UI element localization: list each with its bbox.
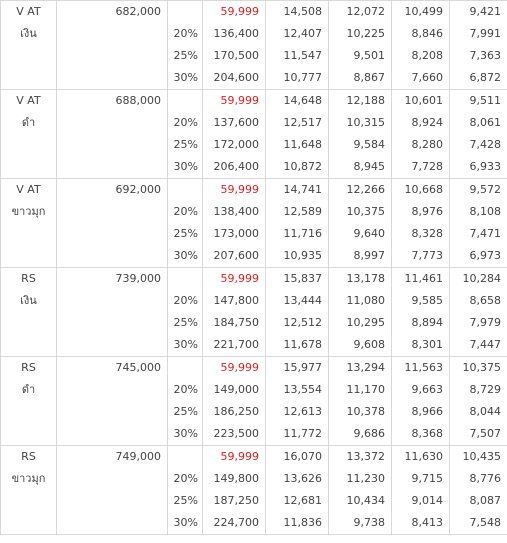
installment-value: 12,681 — [283, 494, 322, 507]
installment-value: 9,686 — [353, 427, 385, 440]
installment-value: 8,413 — [411, 516, 443, 529]
down-payment: 207,600 — [213, 249, 259, 262]
down-percent-cell — [168, 179, 203, 268]
installment-col-1 — [266, 357, 329, 446]
installment-col-2 — [329, 1, 392, 90]
model-name: V AT — [16, 183, 41, 196]
installment-col-1 — [266, 90, 329, 179]
installment-value: 8,729 — [469, 383, 501, 396]
model-cell — [1, 1, 57, 90]
down-payment: 136,400 — [213, 27, 259, 40]
down-percent: 20% — [173, 205, 198, 218]
installment-col-2 — [329, 446, 392, 535]
installment-value: 8,894 — [411, 316, 443, 329]
installment-col-3 — [392, 1, 450, 90]
car-price: 749,000 — [115, 450, 161, 463]
installment-col-4 — [450, 179, 507, 268]
down-percent-cell — [168, 268, 203, 357]
down-payment: 147,800 — [213, 294, 259, 307]
down-payment: 173,000 — [213, 227, 259, 240]
down-percent: 25% — [173, 227, 198, 240]
installment-value: 7,728 — [411, 160, 443, 173]
installment-col-1 — [266, 268, 329, 357]
installment-col-3 — [392, 357, 450, 446]
down-payment: 206,400 — [213, 160, 259, 173]
installment-value: 12,613 — [283, 405, 322, 418]
down-percent — [168, 446, 202, 468]
car-price: 745,000 — [115, 361, 161, 374]
installment-value: 10,434 — [346, 494, 385, 507]
model-color: เงิน — [20, 294, 37, 307]
installment-value: 9,421 — [469, 5, 501, 18]
model-color: ดำ — [21, 116, 36, 129]
installment-col-3 — [392, 268, 450, 357]
installment-value: 7,660 — [411, 71, 443, 84]
installment-col-4 — [450, 1, 507, 90]
installment-value: 11,648 — [283, 138, 322, 151]
down-percent — [168, 268, 202, 290]
installment-value: 6,973 — [469, 249, 501, 262]
installment-value: 9,738 — [353, 516, 385, 529]
installment-value: 8,061 — [469, 116, 501, 129]
model-cell — [1, 268, 57, 357]
down-payment-cell — [203, 179, 266, 268]
installment-value: 8,976 — [411, 205, 443, 218]
model-color: เงิน — [20, 27, 37, 40]
down-percent: 30% — [173, 338, 198, 351]
price-cell — [57, 179, 168, 268]
installment-value: 14,648 — [283, 94, 322, 107]
installment-table-body — [1, 1, 507, 535]
model-cell — [1, 90, 57, 179]
table-row — [1, 446, 507, 535]
installment-value: 8,328 — [411, 227, 443, 240]
installment-value: 10,284 — [462, 272, 501, 285]
installment-value: 11,547 — [283, 49, 322, 62]
installment-value: 8,776 — [469, 472, 501, 485]
installment-value: 8,945 — [353, 160, 385, 173]
installment-value: 8,846 — [411, 27, 443, 40]
installment-value: 10,872 — [283, 160, 322, 173]
price-cell — [57, 357, 168, 446]
down-percent: 25% — [173, 138, 198, 151]
installment-value: 10,601 — [404, 94, 443, 107]
down-payment: 184,750 — [213, 316, 259, 329]
down-percent: 30% — [173, 427, 198, 440]
down-percent-cell — [168, 446, 203, 535]
table-row — [1, 90, 507, 179]
installment-value: 14,741 — [283, 183, 322, 196]
installment-col-4 — [450, 268, 507, 357]
installment-col-1 — [266, 446, 329, 535]
installment-value: 16,070 — [283, 450, 322, 463]
installment-value: 10,435 — [462, 450, 501, 463]
installment-value: 8,867 — [353, 71, 385, 84]
installment-value: 11,678 — [283, 338, 322, 351]
down-percent: 30% — [173, 249, 198, 262]
model-cell — [1, 179, 57, 268]
installment-value: 12,407 — [283, 27, 322, 40]
installment-value: 8,108 — [469, 205, 501, 218]
down-payment-cell — [203, 357, 266, 446]
installment-value: 11,716 — [283, 227, 322, 240]
model-color: ขาวมุก — [11, 472, 46, 485]
car-price: 688,000 — [115, 94, 161, 107]
table-row — [1, 357, 507, 446]
down-payment: 137,600 — [213, 116, 259, 129]
installment-value: 10,375 — [346, 205, 385, 218]
table-row — [1, 1, 507, 90]
installment-value: 6,933 — [469, 160, 501, 173]
down-payment: 59,999 — [220, 272, 259, 285]
price-cell — [57, 90, 168, 179]
table-row — [1, 179, 507, 268]
down-percent: 20% — [173, 383, 198, 396]
down-payment: 170,500 — [213, 49, 259, 62]
installment-value: 12,512 — [283, 316, 322, 329]
installment-col-2 — [329, 179, 392, 268]
down-payment-cell — [203, 268, 266, 357]
installment-value: 11,630 — [404, 450, 443, 463]
down-payment: 221,700 — [213, 338, 259, 351]
installment-value: 11,080 — [346, 294, 385, 307]
installment-value: 9,511 — [469, 94, 501, 107]
down-percent: 25% — [173, 494, 198, 507]
installment-value: 13,294 — [346, 361, 385, 374]
installment-col-4 — [450, 446, 507, 535]
down-payment: 59,999 — [220, 5, 259, 18]
installment-value: 8,924 — [411, 116, 443, 129]
down-payment: 149,800 — [213, 472, 259, 485]
down-percent-cell — [168, 357, 203, 446]
down-percent: 20% — [173, 294, 198, 307]
installment-value: 13,178 — [346, 272, 385, 285]
installment-value: 7,428 — [469, 138, 501, 151]
installment-value: 11,772 — [283, 427, 322, 440]
installment-value: 9,585 — [411, 294, 443, 307]
model-color: ขาวมุก — [11, 205, 46, 218]
down-payment: 59,999 — [220, 361, 259, 374]
installment-col-2 — [329, 90, 392, 179]
installment-col-4 — [450, 90, 507, 179]
installment-value: 10,668 — [404, 183, 443, 196]
installment-value: 10,375 — [462, 361, 501, 374]
installment-value: 7,363 — [469, 49, 501, 62]
down-payment: 172,000 — [213, 138, 259, 151]
installment-value: 7,447 — [469, 338, 501, 351]
installment-value: 12,266 — [346, 183, 385, 196]
installment-value: 15,977 — [283, 361, 322, 374]
installment-value: 10,777 — [283, 71, 322, 84]
installment-col-3 — [392, 90, 450, 179]
model-cell — [1, 357, 57, 446]
installment-value: 7,471 — [469, 227, 501, 240]
down-percent: 20% — [173, 472, 198, 485]
installment-col-1 — [266, 179, 329, 268]
down-percent: 30% — [173, 516, 198, 529]
installment-value: 11,563 — [404, 361, 443, 374]
installment-value: 8,997 — [353, 249, 385, 262]
installment-value: 13,626 — [283, 472, 322, 485]
installment-value: 10,499 — [404, 5, 443, 18]
installment-value: 10,225 — [346, 27, 385, 40]
installment-value: 10,295 — [346, 316, 385, 329]
down-percent: 20% — [173, 27, 198, 40]
installment-col-3 — [392, 446, 450, 535]
installment-value: 7,979 — [469, 316, 501, 329]
down-percent: 25% — [173, 49, 198, 62]
installment-value: 12,589 — [283, 205, 322, 218]
installment-value: 7,507 — [469, 427, 501, 440]
installment-value: 8,044 — [469, 405, 501, 418]
down-payment: 204,600 — [213, 71, 259, 84]
down-percent-cell — [168, 1, 203, 90]
installment-value: 11,170 — [346, 383, 385, 396]
installment-value: 7,773 — [411, 249, 443, 262]
down-payment: 224,700 — [213, 516, 259, 529]
installment-value: 10,315 — [346, 116, 385, 129]
installment-value: 11,461 — [404, 272, 443, 285]
model-name: RS — [21, 272, 36, 285]
down-percent — [168, 357, 202, 379]
installment-value: 10,935 — [283, 249, 322, 262]
table-row — [1, 268, 507, 357]
installment-value: 8,280 — [411, 138, 443, 151]
installment-col-4 — [450, 357, 507, 446]
down-payment-cell — [203, 1, 266, 90]
installment-value: 6,872 — [469, 71, 501, 84]
installment-value: 8,301 — [411, 338, 443, 351]
installment-value: 13,554 — [283, 383, 322, 396]
installment-col-1 — [266, 1, 329, 90]
model-name: V AT — [16, 5, 41, 18]
installment-value: 7,991 — [469, 27, 501, 40]
installment-value: 9,584 — [353, 138, 385, 151]
down-percent: 25% — [173, 405, 198, 418]
installment-value: 9,572 — [469, 183, 501, 196]
down-payment: 223,500 — [213, 427, 259, 440]
installment-value: 9,608 — [353, 338, 385, 351]
installment-value: 13,372 — [346, 450, 385, 463]
installment-value: 11,230 — [346, 472, 385, 485]
down-percent: 25% — [173, 316, 198, 329]
installment-value: 15,837 — [283, 272, 322, 285]
model-color: ดำ — [21, 383, 36, 396]
price-cell — [57, 446, 168, 535]
installment-value: 12,188 — [346, 94, 385, 107]
installment-value: 14,508 — [283, 5, 322, 18]
installment-value: 9,663 — [411, 383, 443, 396]
installment-value: 11,836 — [283, 516, 322, 529]
down-payment: 138,400 — [213, 205, 259, 218]
car-price: 682,000 — [115, 5, 161, 18]
installment-value: 9,715 — [411, 472, 443, 485]
installment-value: 8,368 — [411, 427, 443, 440]
installment-value: 12,072 — [346, 5, 385, 18]
installment-value: 9,640 — [353, 227, 385, 240]
car-price: 692,000 — [115, 183, 161, 196]
down-percent — [168, 90, 202, 112]
installment-value: 8,208 — [411, 49, 443, 62]
down-percent — [168, 1, 202, 23]
down-payment: 59,999 — [220, 183, 259, 196]
installment-value: 12,517 — [283, 116, 322, 129]
down-percent: 30% — [173, 160, 198, 173]
price-cell — [57, 1, 168, 90]
installment-value: 8,966 — [411, 405, 443, 418]
installment-value: 13,444 — [283, 294, 322, 307]
installment-value: 8,658 — [469, 294, 501, 307]
installment-col-2 — [329, 268, 392, 357]
installment-value: 8,087 — [469, 494, 501, 507]
installment-col-2 — [329, 357, 392, 446]
installment-value: 9,014 — [411, 494, 443, 507]
down-percent — [168, 179, 202, 201]
installment-value: 9,501 — [353, 49, 385, 62]
down-percent: 30% — [173, 71, 198, 84]
model-name: V AT — [16, 94, 41, 107]
down-payment: 187,250 — [213, 494, 259, 507]
down-percent-cell — [168, 90, 203, 179]
installment-col-3 — [392, 179, 450, 268]
car-price: 739,000 — [115, 272, 161, 285]
down-payment: 186,250 — [213, 405, 259, 418]
installment-value: 10,378 — [346, 405, 385, 418]
price-cell — [57, 268, 168, 357]
installment-value: 7,548 — [469, 516, 501, 529]
down-payment: 59,999 — [220, 94, 259, 107]
down-payment-cell — [203, 446, 266, 535]
model-name: RS — [21, 450, 36, 463]
down-payment-cell — [203, 90, 266, 179]
down-payment: 59,999 — [220, 450, 259, 463]
down-payment: 149,000 — [213, 383, 259, 396]
down-percent: 20% — [173, 116, 198, 129]
model-name: RS — [21, 361, 36, 374]
model-cell — [1, 446, 57, 535]
